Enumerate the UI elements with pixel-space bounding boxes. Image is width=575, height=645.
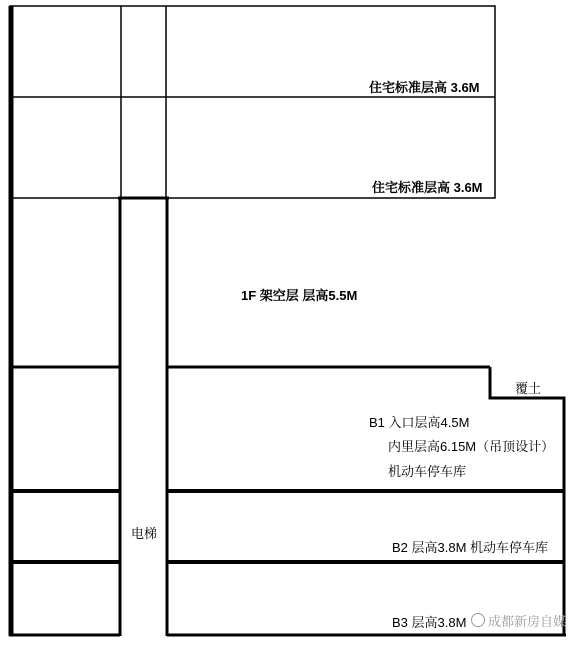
label-b1-line2: 内里层高6.15M（吊顶设计） (388, 439, 555, 454)
label-b1-line1: B1 入口层高4.5M (369, 415, 470, 430)
label-elevator: 电梯 (131, 526, 158, 541)
label-soil-cover: 覆土 (515, 381, 542, 396)
label-b3: B3 层高3.8M (392, 615, 467, 630)
label-1f-stilt-floor: 1F 架空层 层高5.5M (241, 288, 358, 303)
wechat-account-icon (471, 613, 485, 627)
label-residential-lower: 住宅标准层高 3.6M (372, 180, 483, 195)
label-b2: B2 层高3.8M 机动车停车库 (392, 540, 549, 555)
label-residential-upper: 住宅标准层高 3.6M (369, 80, 480, 95)
label-b1-line3: 机动车停车库 (388, 464, 467, 479)
soil-cover-outline (488, 367, 567, 636)
residential-block (10, 6, 495, 198)
watermark-text: 成都新房自媒 (488, 614, 567, 629)
